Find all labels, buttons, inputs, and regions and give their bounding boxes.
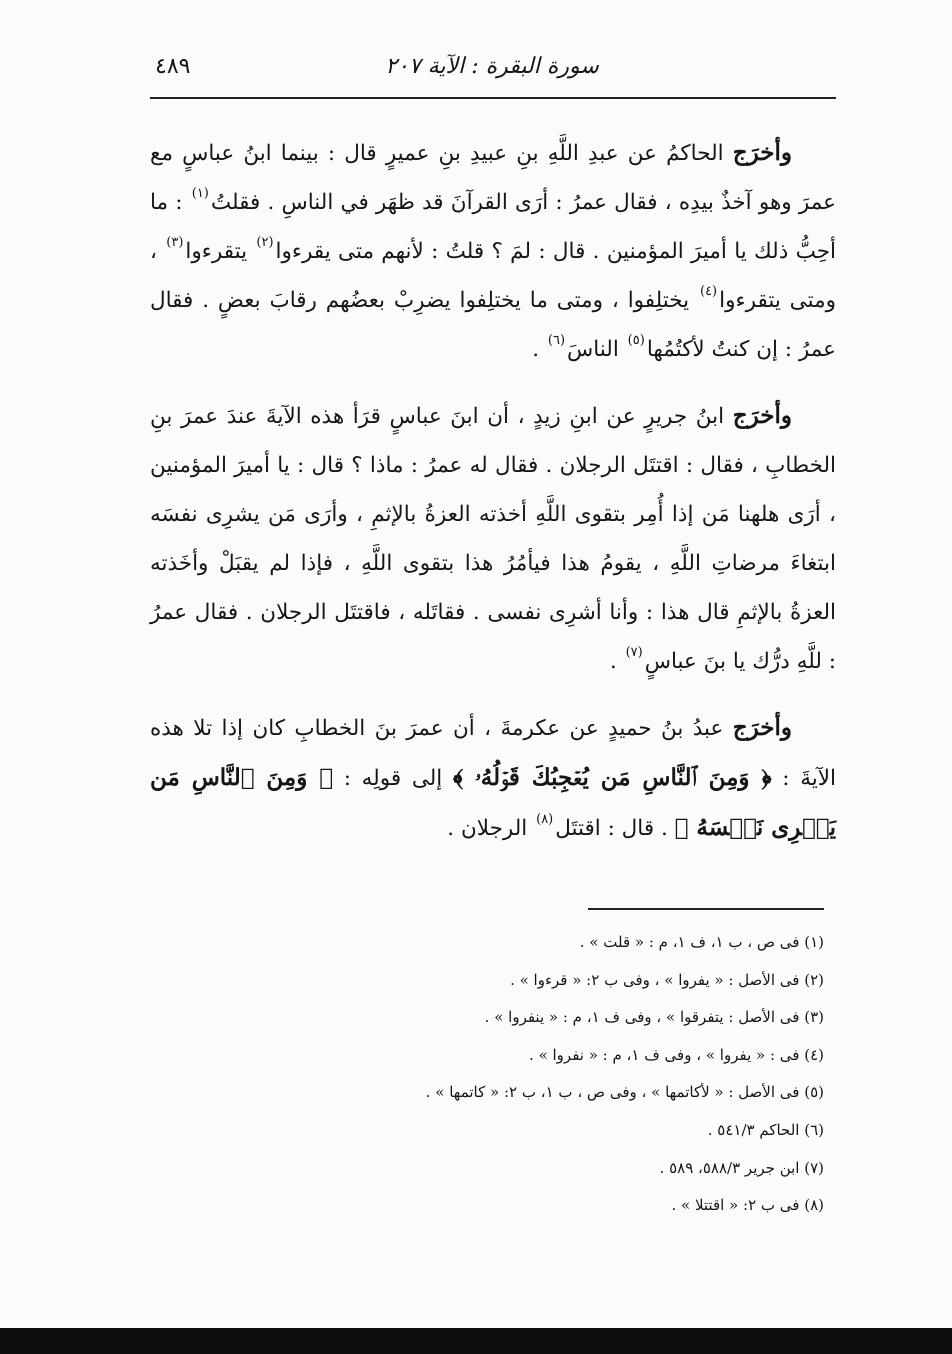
footnote-reference: (٨): [536, 812, 554, 827]
text-segment: الرجلان .: [447, 816, 535, 841]
quran-quote: ﴿ وَمِنَ ٱلنَّاسِ مَن يُعۡجِبُكَ قَوۡلُهُۥ ﴾: [452, 764, 772, 791]
paragraph-lead-word: وأخرَج: [732, 402, 792, 429]
footnote-item: (٧) ابن جرير ٥٨٨/٣، ٥٨٩ .: [659, 1158, 824, 1177]
text-segment: يتقرءوا: [185, 239, 255, 264]
text-segment: ، ومتى يتقرءوا: [150, 239, 836, 313]
body-paragraph: [150, 128, 836, 374]
footnote-reference: (٣): [166, 235, 184, 250]
footnote-item: (٨) فى ب ٢: « اقتتلا » .: [671, 1196, 824, 1215]
text-segment: إلى قولِه :: [333, 766, 453, 791]
footnote-reference: (٢): [256, 235, 274, 250]
header-rule: [150, 97, 836, 99]
footnote-reference: (١): [191, 186, 209, 201]
body-text: [150, 128, 836, 870]
text-segment: .: [609, 649, 624, 674]
paragraph-lead-word: وأخرَج: [732, 714, 792, 741]
running-title: سورة البقرة : الآية ٢٠٧: [385, 54, 599, 79]
page-header: [150, 48, 834, 98]
text-segment: : ما أحِبُّ ذلك يا أميرَ المؤمنين . قال : لمَ ؟ قلتُ : لأنهم متى يقرءوا: [150, 190, 836, 264]
paragraph-lead-word: وأخرَج: [732, 139, 792, 166]
footnote-reference: (٥): [627, 333, 645, 348]
body-paragraph: [150, 391, 836, 686]
scan-bottom-edge: [0, 1328, 952, 1354]
footnote-item: (٢) فى الأصل : « يفروا » ، وفى ب ٢: « قرءوا » .: [510, 970, 824, 989]
footnote-reference: (٧): [625, 645, 643, 660]
body-paragraph: [150, 703, 836, 853]
text-segment: الناسَ: [567, 337, 626, 362]
text-segment: ابنُ جريرٍ عن ابنِ زيدٍ ، أن ابنَ عباسٍ قرَأ هذه الآيةَ عندَ عمرَ بنِ الخطابِ ، فقال : اقتتَل الرجلان . فقال له عمرُ : ماذا ؟ قال : يا أميرَ المؤمنين ، أرَى هلهنا مَن إذا أُمِر بتقوى اللَّهِ أخذته العزةُ بالإثمِ ، وأرَى مَن يشرِى نفسَه ابتغاءَ مرضاتِ اللَّهِ ، يقومُ هذا فيأمُرُ هذا بتقوى اللَّهِ ، فإذا لم يقبَلْ وأخَذته العزةُ بالإثمِ قال هذا : وأنا أشرِى نفسى . فقاتَله ، فاقتتَل الرجلان . فقال عمرُ : للَّهِ درُّك يا بنَ عباسٍ: [150, 404, 836, 674]
text-segment: .: [532, 337, 546, 362]
footnote-reference: (٤): [699, 284, 718, 299]
footnote-separator: [588, 908, 824, 910]
footnote-item: (٥) فى الأصل : « لأكاتمها » ، وفى ص ، ب ١، ب ٢: « كاتمها » .: [425, 1083, 824, 1102]
text-segment: يختلِفوا ، ومتى ما يختلِفوا يضرِبْ بعضُهم رقابَ بعضٍ . فقال عمرُ : إن كنتُ لأكتُمُها: [150, 288, 836, 362]
footnote-item: (١) فى ص ، ب ١، ف ١، م : « قلت » .: [579, 933, 824, 951]
footnote-item: (٣) فى الأصل : يتفرقوا » ، وفى ف ١، م : « ينفروا » .: [484, 1008, 824, 1027]
footnote-item: (٦) الحاكم ٥٤١/٣ .: [707, 1120, 824, 1139]
footnote-item: (٤) فى : « يفروا » ، وفى ف ١، م : « نفروا » .: [529, 1045, 824, 1064]
footnotes-list: [324, 924, 824, 1225]
page-number: ٤٨٩: [155, 54, 191, 79]
footnote-reference: (٦): [547, 333, 566, 348]
text-segment: الحاكمُ عن عبدِ اللَّهِ بنِ عبيدِ بنِ عميرٍ قال : بينما ابنُ عباسٍ مع عمرَ وهو آخذٌ بيدِه ، فقال عمرُ : أرَى القرآنَ قد ظهَر في الناسِ . فقلتُ: [150, 141, 837, 215]
text-segment: عبدُ بنُ حميدٍ عن عكرمةَ ، أن عمرَ بنَ الخطابِ كان إذا تلا هذه الآيةَ :: [150, 716, 836, 791]
text-segment: . قال : اقتتَل: [555, 816, 675, 841]
quran-quote: ﴿ وَمِنَ ٱلنَّاسِ مَن يَشۡرِى نَفۡسَهُ ﴾: [150, 764, 836, 841]
